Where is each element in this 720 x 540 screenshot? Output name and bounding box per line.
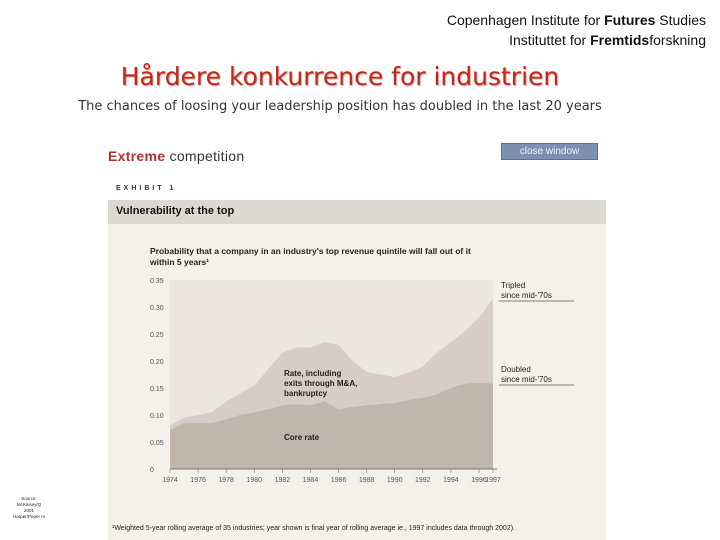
institute-name-da: Instituttet for Fremtidsforskning	[509, 32, 706, 48]
y-tick-label: 0.35	[150, 278, 164, 285]
x-tick-label: 1980	[246, 477, 263, 484]
x-tick-label: 1988	[358, 477, 375, 484]
chart-footnote: ¹Weighted 5-year rolling average of 35 industries; year shown is final year of rolling average ie., 1997 includes data through 2002).	[112, 525, 515, 532]
panel-title: Extreme competition	[108, 148, 245, 164]
slide-title: Hårdere konkurrence for industrien	[120, 62, 560, 91]
slide-subtitle: The chances of loosing your leadership position has doubled in the last 20 years	[78, 99, 602, 114]
x-tick-label: 1976	[190, 477, 206, 484]
exhibit-title: Vulnerability at the top	[116, 205, 235, 217]
x-tick-label: 1984	[302, 477, 319, 484]
y-tick-label: 0.20	[150, 359, 164, 366]
x-tick-label: 1997	[485, 477, 501, 484]
annotation-tripled: Tripled since mid-'70s	[501, 281, 552, 300]
y-tick-label: 0	[150, 467, 154, 474]
y-axis-label: Probability that a company in an industry's top revenue quintile will fall out of it within 5 years¹	[150, 246, 471, 267]
y-tick-label: 0.15	[150, 386, 164, 393]
x-tick-label: 1982	[274, 477, 291, 484]
x-tick-label: 1974	[162, 477, 178, 484]
y-tick-label: 0.30	[150, 305, 164, 312]
x-tick-label: 1996	[471, 477, 487, 484]
x-tick-label: 1992	[414, 477, 431, 484]
x-tick-label: 1978	[218, 477, 234, 484]
x-tick-label: 1990	[386, 477, 403, 484]
annotation-core-rate: Core rate	[284, 433, 320, 442]
source-note: Source: McKinsey/Q 2001 Harper/Peper m	[12, 496, 45, 519]
y-tick-label: 0.05	[150, 440, 164, 447]
annotation-doubled: Doubled since mid-'70s	[501, 365, 552, 384]
institute-name-en: Copenhagen Institute for Futures Studies	[446, 12, 706, 28]
exhibit-label: EXHIBIT 1	[116, 185, 177, 192]
y-tick-label: 0.10	[150, 413, 164, 420]
close-window-button[interactable]: close window	[501, 143, 598, 160]
x-tick-label: 1986	[330, 477, 347, 484]
annotation-total-rate: Rate, including exits through M&A, bankruptcy	[284, 369, 358, 398]
y-tick-label: 0.25	[150, 332, 164, 339]
x-tick-label: 1994	[443, 477, 459, 484]
